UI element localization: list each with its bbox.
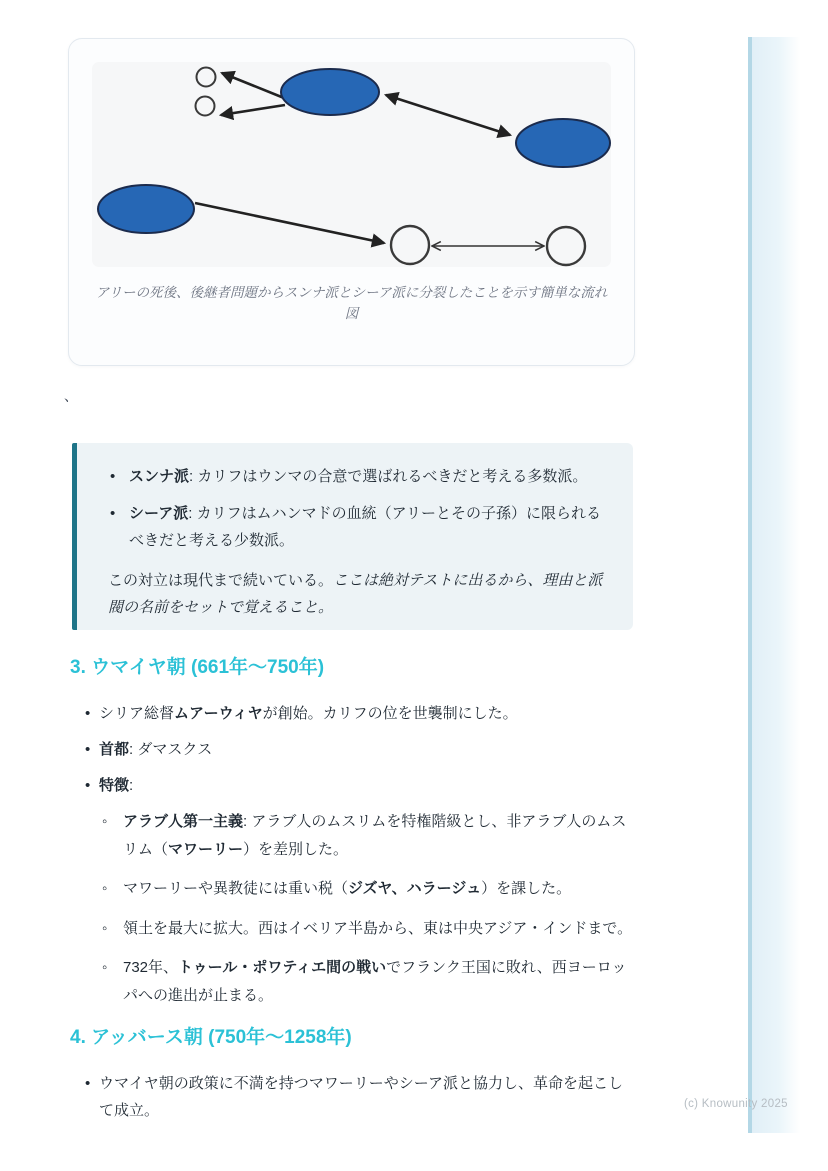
- list-item: ◦ 領土を最大に拡大。西はイベリア半島から、東は中央アジア・インドまで。: [99, 915, 633, 943]
- list-item: • 首都: ダマスクス: [70, 736, 633, 763]
- section-umayyad: [70, 656, 633, 1012]
- open-circle-2: [196, 97, 215, 116]
- figure-card: [68, 38, 635, 366]
- section-abbasid: [70, 1026, 633, 1133]
- filled-ellipse-top: [281, 69, 379, 115]
- list-item: • ウマイヤ朝の政策に不満を持つマワーリーやシーア派と協力し、革命を起こして成立。: [70, 1070, 633, 1124]
- figure-caption: アリーの死後、後継者問題からスンナ派とシーア派に分裂したことを示す簡単な流れ図: [95, 285, 608, 321]
- open-circle-3: [391, 226, 429, 264]
- open-circle-1: [197, 68, 216, 87]
- stray-mark: 、: [64, 388, 78, 404]
- right-page-strip: [748, 37, 800, 1133]
- list-item-label: 特徴:: [99, 777, 134, 794]
- flow-diagram: [92, 62, 611, 267]
- open-circle-4: [547, 227, 585, 265]
- filled-ellipse-bottom-left: [98, 185, 194, 233]
- list-item: ◦ マワーリーや異教徒には重い税（ジズヤ、ハラージュ）を課した。: [99, 875, 633, 903]
- list-item: • シーア派: カリフはムハンマドの血統（アリーとその子孫）に限られるべきだと考える少数派。: [129, 500, 607, 554]
- umayyad-sublist: [99, 808, 633, 1009]
- list-item: • シリア総督ムアーウィヤが創始。カリフの位を世襲制にした。: [70, 700, 633, 727]
- callout-box: [72, 443, 633, 630]
- list-item: ◦ 732年、トゥール・ポワティエ間の戦いでフランク王国に敗れ、西ヨーロッパへの進出が止まる。: [99, 954, 633, 1009]
- abbasid-list: [70, 1070, 633, 1124]
- list-item: ◦ アラブ人第一主義: アラブ人のムスリムを特権階級とし、非アラブ人のムスリム（マワーリー）を差別した。: [99, 808, 633, 863]
- list-item: [70, 772, 633, 1009]
- list-item: • スンナ派: カリフはウンマの合意で選ばれるべきだと考える多数派。: [129, 463, 607, 490]
- callout-list: [108, 463, 607, 554]
- umayyad-list: [70, 700, 633, 1009]
- watermark: (c) Knowunity 2025: [684, 1098, 788, 1110]
- section-heading: 3. ウマイヤ朝 (661年〜750年): [70, 657, 325, 678]
- callout-note: この対立は現代まで続いている。ここは絶対テストに出るから、理由と派閥の名前をセットで覚えること。: [108, 572, 603, 616]
- filled-ellipse-right: [516, 119, 610, 167]
- section-heading: 4. アッバース朝 (750年〜1258年): [70, 1027, 352, 1048]
